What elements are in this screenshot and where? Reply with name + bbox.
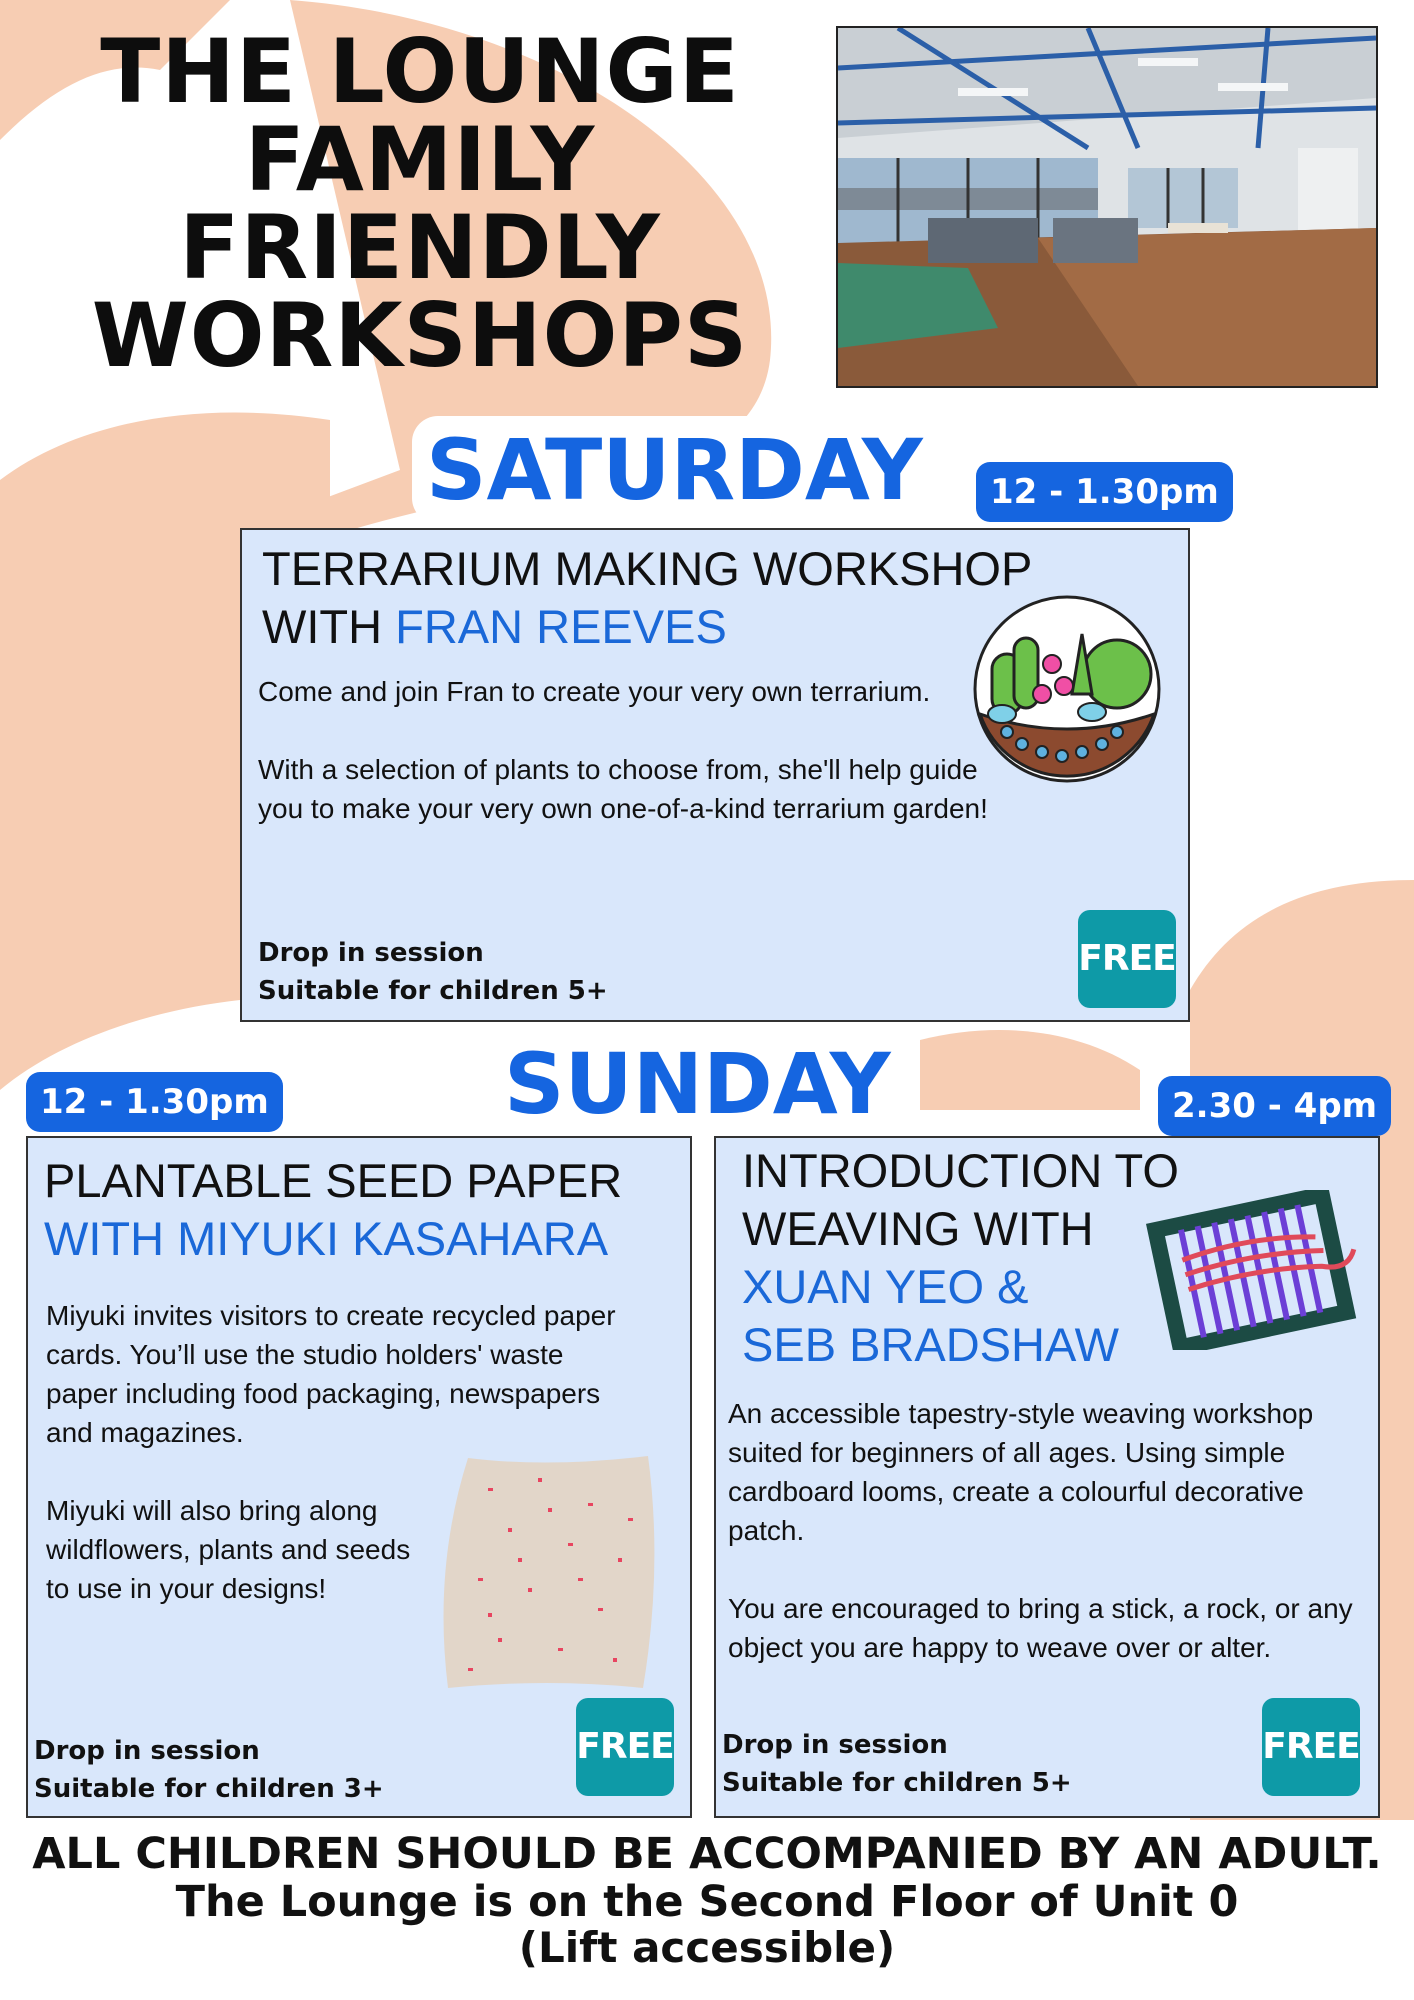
session-type: Drop in session bbox=[722, 1730, 948, 1760]
free-badge: FREE bbox=[1262, 1698, 1360, 1796]
venue-photo bbox=[836, 26, 1378, 388]
title-line: THE LOUNGE bbox=[100, 20, 740, 123]
seed-paper-icon bbox=[428, 1448, 668, 1698]
description-paragraph: You are encouraged to bring a stick, a rock, or any object you are happy to weave over or alter. bbox=[728, 1593, 1353, 1663]
session-type: Drop in session bbox=[34, 1736, 260, 1766]
saturday-heading: SATURDAY bbox=[412, 416, 937, 524]
footer-accessibility: (Lift accessible) bbox=[518, 1923, 896, 1972]
seed-paper-workshop-card bbox=[26, 1136, 692, 1818]
workshop-title-line bbox=[262, 598, 1032, 656]
workshop-title bbox=[262, 540, 1032, 656]
workshop-description bbox=[258, 672, 1018, 828]
footer-adult-notice: ALL CHILDREN SHOULD BE ACCOMPANIED BY AN ADULT. bbox=[32, 1829, 1382, 1879]
free-badge: FREE bbox=[576, 1698, 674, 1796]
terrarium-workshop-card bbox=[240, 528, 1190, 1022]
saturday-time-badge: 12 - 1.30pm bbox=[976, 462, 1233, 522]
age-suitability: Suitable for children 5+ bbox=[258, 976, 608, 1006]
loom-icon bbox=[1146, 1190, 1366, 1350]
description-paragraph: Miyuki invites visitors to create recycled paper cards. You’ll use the studio holders' waste paper including food packaging, newspapers and magazines. bbox=[46, 1300, 616, 1448]
title-line: FAMILY bbox=[244, 108, 596, 211]
description-paragraph: With a selection of plants to choose from, she'll help guide you to make your very own one-of-a-kind terrarium garden! bbox=[258, 754, 988, 824]
age-suitability: Suitable for children 5+ bbox=[722, 1768, 1072, 1798]
sunday-morning-time-badge: 12 - 1.30pm bbox=[26, 1072, 283, 1132]
description-paragraph: Miyuki will also bring along wildflowers, plants and seeds to use in your designs! bbox=[46, 1495, 411, 1604]
workshop-description bbox=[728, 1394, 1358, 1667]
page-title bbox=[60, 20, 780, 387]
workshop-host: FRAN REEVES bbox=[395, 600, 727, 653]
age-suitability: Suitable for children 3+ bbox=[34, 1774, 384, 1804]
description-paragraph: An accessible tapestry-style weaving workshop suited for beginners of all ages. Using simple cardboard looms, create a colourful decorative patch. bbox=[728, 1398, 1314, 1546]
workshop-title-line: PLANTABLE SEED PAPER bbox=[44, 1154, 623, 1207]
workshop-host: WITH MIYUKI KASAHARA bbox=[44, 1212, 609, 1265]
sunday-heading: SUNDAY bbox=[490, 1032, 905, 1136]
workshop-host: SEB BRADSHAW bbox=[742, 1318, 1119, 1371]
weaving-workshop-card bbox=[714, 1136, 1380, 1818]
workshop-meta bbox=[34, 1732, 384, 1808]
footer bbox=[0, 1830, 1414, 1970]
session-type: Drop in session bbox=[258, 938, 484, 968]
title-line: WORKSHOPS bbox=[91, 284, 749, 387]
workshop-meta bbox=[258, 934, 608, 1010]
sunday-afternoon-time-badge: 2.30 - 4pm bbox=[1158, 1076, 1391, 1136]
workshop-title bbox=[44, 1152, 622, 1268]
workshop-host: XUAN YEO & bbox=[742, 1260, 1029, 1313]
title-line: FRIENDLY bbox=[179, 196, 661, 299]
workshop-title-line: WEAVING WITH bbox=[742, 1202, 1094, 1255]
free-badge: FREE bbox=[1078, 910, 1176, 1008]
workshop-title-line: TERRARIUM MAKING WORKSHOP bbox=[262, 542, 1033, 595]
workshop-meta bbox=[722, 1726, 1072, 1802]
footer-location: The Lounge is on the Second Floor of Unit 0 bbox=[175, 1877, 1239, 1927]
workshop-title-with: WITH bbox=[262, 600, 396, 653]
workshop-title bbox=[742, 1142, 1179, 1374]
workshop-title-line: INTRODUCTION TO bbox=[742, 1144, 1179, 1197]
description-paragraph: Come and join Fran to create your very own terrarium. bbox=[258, 676, 931, 707]
terrarium-icon bbox=[962, 594, 1172, 784]
